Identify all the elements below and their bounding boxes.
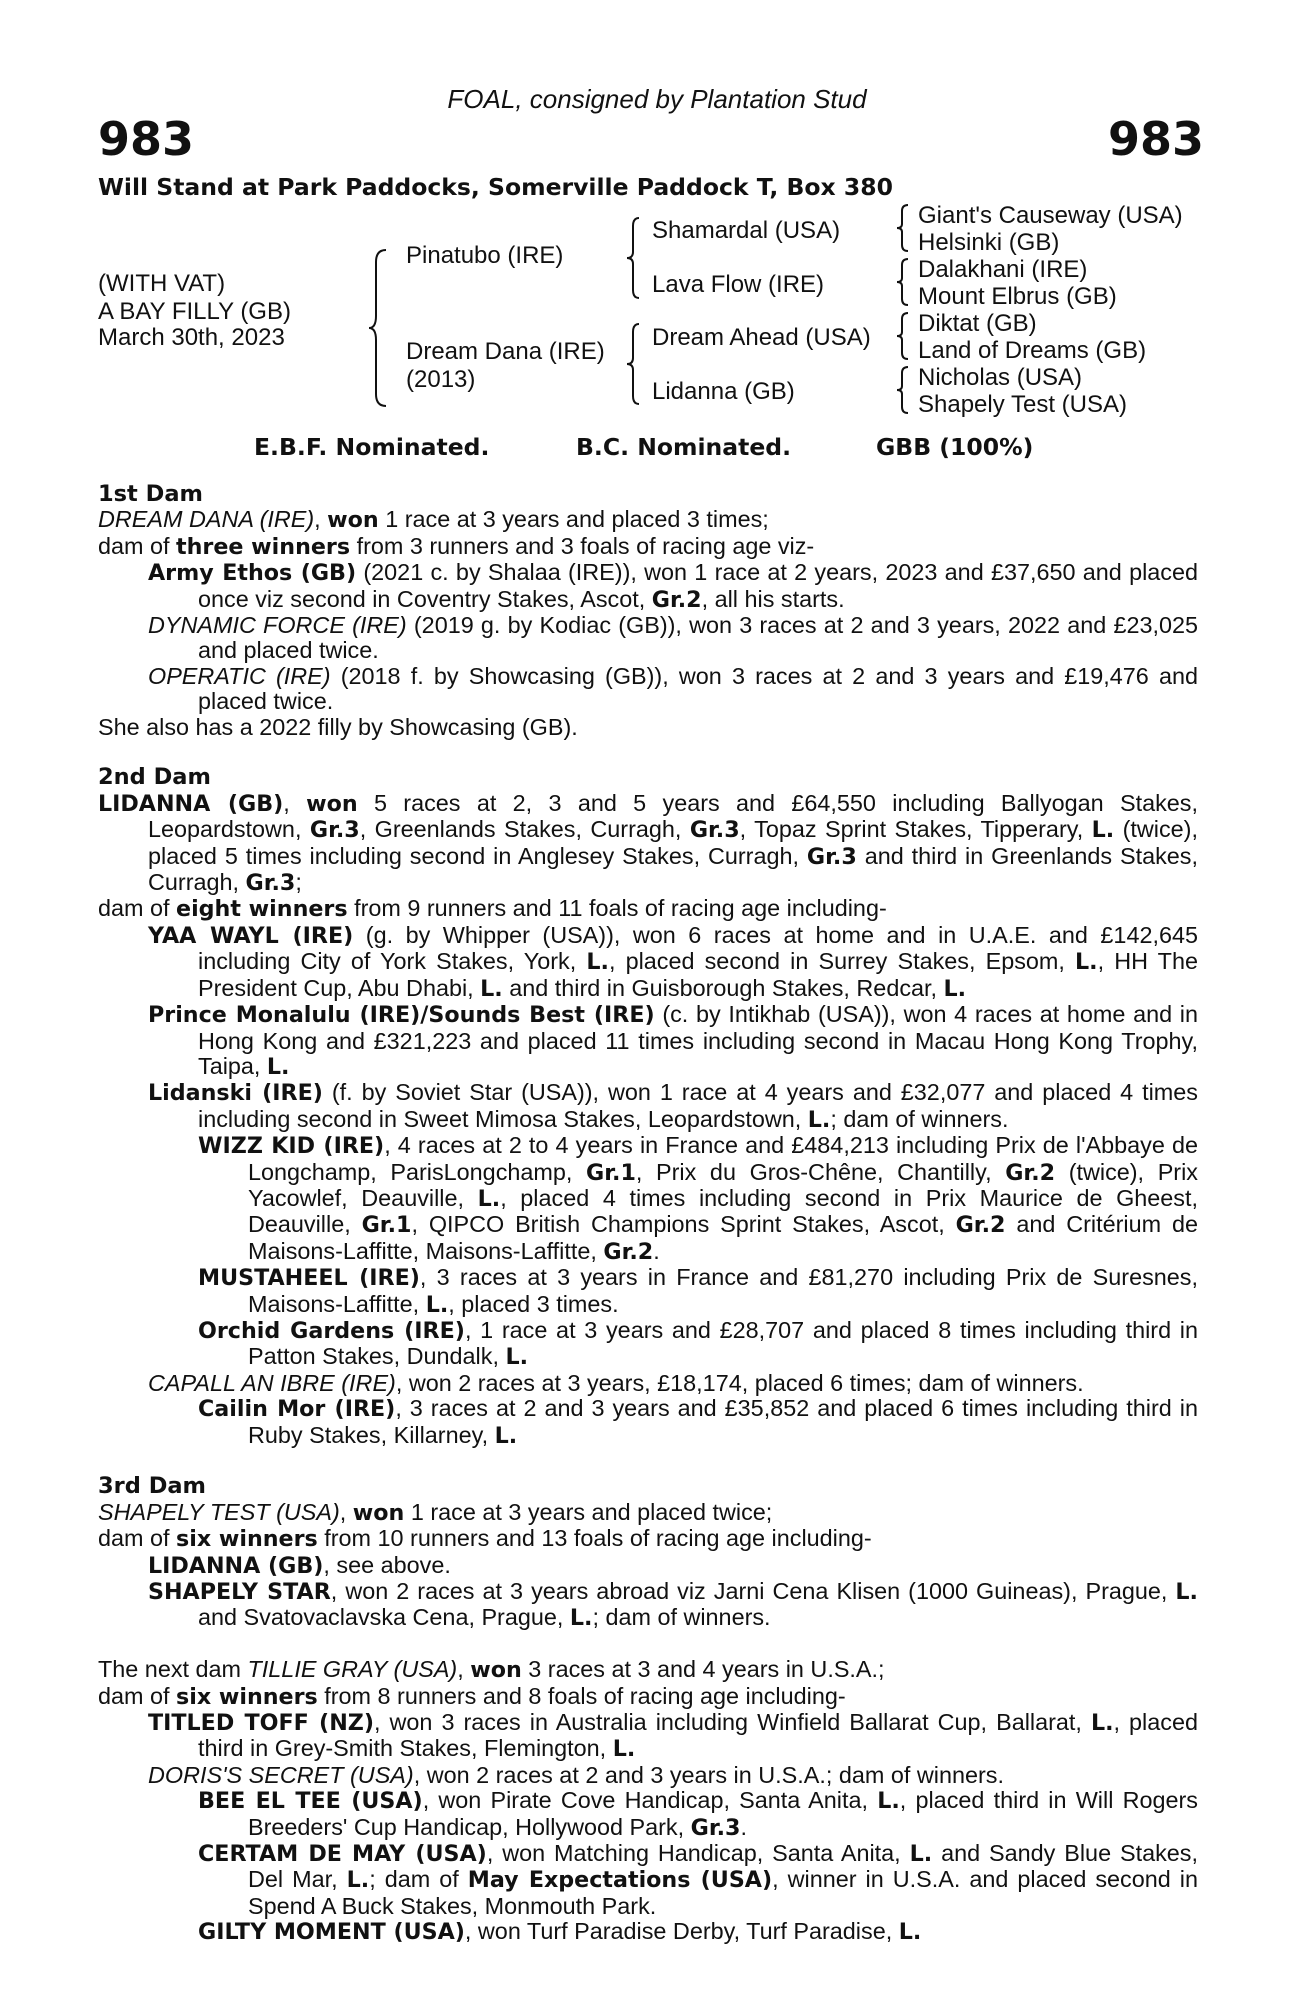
brace-dam [626,322,642,406]
brace-gen4 [896,257,910,307]
produce-entry [198,1919,1198,1945]
text-run: , 4 races at 2 to 4 years in France and £484,213 including Prix de l'Abbaye de Longchamp, ParisLongchamp, [248,1132,1198,1185]
bold-text: Gr.3 [245,870,296,897]
gbb-rating: GBB (100%) [876,433,1034,461]
text-run: ; dam of [369,1866,468,1893]
text-run: dam of [98,1525,177,1552]
produce-entry [148,613,1198,664]
bold-text: L. [477,1185,501,1212]
text-run: , won 2 races at 3 years abroad viz Jarni Cena Klisen (1000 Guineas), Prague, [330,1578,1176,1605]
text-run: dam of [98,532,177,559]
italic-text: OPERATIC (IRE) [148,662,331,689]
pedigree-gen4: Giant's Causeway (USA) [918,202,1183,229]
bold-text: eight winners [176,896,348,923]
text-run: (f. by Soviet Star (USA)), won 1 race at 4 years and £32,077 and placed 4 times including second in Sweet Mimosa Stakes, Leopardstown, [198,1079,1198,1132]
pedigree-gen4: Land of Dreams (GB) [918,337,1147,364]
text-run: from 10 runners and 13 foals of racing age including- [317,1525,872,1552]
text-run: , Topaz Sprint Stakes, Tipperary, [739,816,1092,843]
produce-entry [148,664,1198,715]
italic-text: CAPALL AN IBRE (IRE) [148,1369,396,1396]
pedigree-gen4: Helsinki (GB) [918,229,1060,256]
text-run: , placed second in Surrey Stakes, Epsom, [608,948,1076,975]
text-run: , won Matching Handicap, Santa Anita, [486,1840,910,1867]
bold-text: won [352,1499,405,1526]
bold-text: Gr.3 [309,817,360,844]
bold-text: L. [898,1919,922,1946]
bold-text: CERTAM DE MAY (USA) [198,1841,487,1868]
text-run: 1 race at 3 years and placed twice; [404,1498,773,1525]
text-run: (2019 g. by Kodiac (GB)), won 3 races at 2 and 3 years, 2022 and £23,025 and placed twice. [198,612,1198,664]
bold-text: L. [1075,949,1098,976]
text-run: ; [295,869,302,896]
pedigree-gen3: Dream Ahead (USA) [652,324,871,351]
text-run: , 3 races at 2 and 3 years and £35,852 and placed 6 times including third in Ruby Stakes, Killarney, [248,1395,1198,1448]
bold-text: L. [569,1605,593,1632]
text-run: She also has a 2022 filly by Showcasing (GB). [98,713,578,740]
text-run: (twice), placed 5 times including second in Anglesey Stakes, Curragh, [148,816,1198,869]
bold-text: Gr.2 [1005,1159,1056,1186]
produce-entry [198,1265,1198,1318]
bold-text: Gr.2 [651,586,702,613]
text-run: dam of [98,895,177,922]
bold-text: Gr.3 [806,843,857,870]
bold-text: L. [1175,1579,1198,1606]
text-run: 5 races at 2, 3 and 5 years and £64,550 including Ballyogan Stakes, Leopardstown, [148,789,1198,843]
brace-main [368,248,390,408]
text-run: , placed 4 times including second in Prix Maurice de Gheest, Deauville, [248,1184,1198,1238]
ebf-nomination: E.B.F. Nominated. [254,433,490,461]
bold-text: L. [494,1422,518,1449]
pedigree-gen4: Shapely Test (USA) [918,391,1127,418]
bold-text: Orchid Gardens (IRE) [198,1317,465,1344]
text-run: dam of [98,1682,177,1709]
text-run: ; dam of winners. [592,1604,771,1631]
text-run: , won Turf Paradise Derby, Turf Paradise, [464,1918,899,1945]
text-run: , placed third in Will Rogers Breeders' Cup Handicap, Hollywood Park, [248,1787,1198,1840]
dam-year: (2013) [406,366,476,393]
section-gap [98,740,1198,765]
text-run: , [283,789,307,816]
brace-gen4 [896,203,910,253]
bold-text: Gr.3 [690,1814,741,1841]
text-run: , won 2 races at 2 and 3 years in U.S.A.; dam of winners. [413,1761,1004,1788]
bold-text: Gr.1 [586,1159,636,1186]
bold-text: Gr.3 [689,817,740,844]
horse-name: A BAY FILLY (GB) [98,298,291,325]
text-run: and Svatovaclavska Cena, Prague, [198,1604,570,1631]
produce-entry [198,1133,1198,1265]
vat-note: (WITH VAT) [98,270,226,297]
text-run: ; dam of winners. [830,1105,1009,1132]
pedigree-gen3: Lidanna (GB) [652,378,795,405]
bold-text: won [327,507,379,534]
text-run: (2021 c. by Shalaa (IRE)), won 1 race at 2 years, 2023 and £37,650 and placed once viz second in Coventry Stakes, Ascot, [198,559,1199,612]
text-run: , all his starts. [701,585,845,612]
text-run: The next dam [98,1656,248,1683]
bold-text: Gr.2 [603,1238,654,1265]
bold-text: TITLED TOFF (NZ) [148,1710,374,1737]
bold-text: six winners [176,1526,318,1553]
dam-section-heading: 1st Dam [98,481,203,507]
bold-text: L. [266,1053,290,1080]
record-line [98,1657,1198,1683]
bold-text: May Expectations (USA) [467,1867,773,1894]
bold-text: Prince Monalulu (IRE)/Sounds Best (IRE) [148,1002,655,1029]
text-run: , placed third in Grey-Smith Stakes, Flemington, [198,1709,1198,1762]
brace-sire [626,216,642,300]
section-gap [98,1449,1198,1474]
text-run: and Critérium de Maisons-Laffitte, Maisons-Laffitte, [248,1211,1198,1264]
bold-text: L. [425,1291,449,1318]
text-run: , placed 3 times. [448,1290,619,1317]
bold-text: L. [877,1788,900,1815]
text-run: (twice), Prix Yacowlef, Deauville, [248,1158,1198,1211]
text-run: , [339,1498,353,1525]
stand-location: Will Stand at Park Paddocks, Somerville Paddock T, Box 380 [98,173,893,201]
produce-entry [148,1080,1198,1133]
text-run: from 3 runners and 3 foals of racing age viz- [350,532,815,559]
text-run: and third in Greenlands Stakes, Curragh, [148,842,1198,896]
produce-entry [148,560,1198,613]
bold-text: Gr.2 [955,1212,1006,1239]
bold-text: YAA WAYL (IRE) [148,922,354,949]
bold-text: L. [1090,1710,1114,1737]
consignor-line: FOAL, consigned by Plantation Stud [447,84,867,114]
record-line [98,715,1198,740]
text-run: 1 race at 3 years and placed 3 times; [378,506,769,533]
text-run: , Prix du Gros-Chêne, Chantilly, [635,1158,1006,1185]
pedigree-gen4: Diktat (GB) [918,310,1037,337]
text-run: from 9 runners and 11 foals of racing age including- [347,895,887,922]
text-run: , 3 races at 3 years in France and £81,270 including Prix de Suresnes, Maisons-Laffitte, [248,1264,1198,1317]
produce-entry [148,1763,1198,1788]
pedigree-gen4: Nicholas (USA) [918,364,1083,391]
bold-text: L. [612,1736,636,1763]
text-run: , [314,506,328,533]
text-run: from 8 runners and 8 foals of racing age including- [317,1682,846,1709]
foaling-date: March 30th, 2023 [98,324,285,351]
italic-text: SHAPELY TEST (USA) [98,1498,340,1525]
dam-section-heading: 3rd Dam [98,1473,206,1500]
produce-entry [148,1710,1198,1763]
bc-nomination: B.C. Nominated. [576,433,792,461]
text-run: , QIPCO British Champions Sprint Stakes, Ascot, [411,1211,956,1238]
bold-text: GILTY MOMENT (USA) [198,1919,465,1946]
sire-name: Pinatubo (IRE) [406,242,564,269]
bold-text: L. [807,1106,831,1133]
produce-entry [148,923,1198,1002]
bold-text: Lidanski (IRE) [148,1080,323,1107]
pedigree-gen4: Mount Elbrus (GB) [918,283,1117,310]
text-run: (2018 f. by Showcasing (GB)), won 3 races at 2 and 3 years and £19,476 and placed twice. [198,662,1198,715]
pedigree-gen3: Shamardal (USA) [652,217,841,244]
bold-text: Cailin Mor (IRE) [198,1396,396,1423]
record-line [98,507,1198,533]
bold-text: L. [943,975,967,1002]
text-run: 3 races at 3 and 4 years in U.S.A.; [521,1656,885,1683]
text-run: and third in Guisborough Stakes, Redcar, [502,974,944,1001]
bold-text: SHAPELY STAR [148,1579,331,1606]
produce-entry [198,1841,1198,1919]
bold-text: L. [1091,817,1115,844]
record-line [98,896,1198,922]
brace-gen4 [896,365,910,415]
pedigree-gen3: Lava Flow (IRE) [652,271,825,298]
bold-text: six winners [176,1683,318,1710]
produce-entry [198,1396,1198,1449]
text-run: (c. by Intikhab (USA)), won 4 races at home and in Hong Kong and £321,223 and placed 11 times including second in Macau Hong Kong Trophy, Taipa, [198,1001,1198,1079]
record-line [98,534,1198,560]
bold-text: Army Ethos (GB) [148,560,357,587]
italic-text: DORIS'S SECRET (USA) [148,1761,414,1788]
bold-text: WIZZ KID (IRE) [198,1133,385,1160]
section-gap [98,1632,1198,1657]
pedigree-gen4: Dalakhani (IRE) [918,256,1088,283]
dam-record [98,791,1198,897]
text-run: , won Pirate Cove Handicap, Santa Anita, [422,1787,878,1814]
text-run: , winner in U.S.A. and placed second in Spend A Buck Stakes, Monmouth Park. [248,1866,1198,1919]
lot-number-right: 983 [1107,112,1204,166]
record-line [98,1684,1198,1710]
brace-gen4 [896,311,910,361]
catalogue-page-body [98,482,1198,1946]
italic-text: DREAM DANA (IRE) [98,506,315,533]
bold-text: L. [909,1841,933,1868]
text-run: , [457,1656,471,1683]
text-run: . [653,1237,660,1264]
bold-text: Gr.1 [361,1212,412,1239]
bold-text: won [470,1657,522,1684]
bold-text: LIDANNA (GB) [98,790,284,817]
italic-text: TILLIE GRAY (USA) [247,1656,458,1683]
text-run: , 1 race at 3 years and £28,707 and placed 8 times including third in Patton Stakes, Dundalk, [248,1316,1198,1370]
record-line [98,1500,1198,1526]
italic-text: DYNAMIC FORCE (IRE) [148,612,407,639]
bold-text: MUSTAHEEL (IRE) [198,1265,420,1292]
bold-text: L. [505,1344,529,1371]
bold-text: three winners [176,533,351,560]
text-run: (g. by Whipper (USA)), won 6 races at home and in U.A.E. and £142,645 including City of York Stakes, York, [198,921,1198,975]
text-run: , HH The President Cup, Abu Dhabi, [198,948,1198,1001]
lot-number-left: 983 [98,112,195,166]
produce-entry [198,1788,1198,1841]
text-run: , won 2 races at 3 years, £18,174, placed 6 times; dam of winners. [395,1369,1084,1396]
bold-text: LIDANNA (GB) [148,1552,324,1579]
record-line [98,1526,1198,1552]
dam-name: Dream Dana (IRE) [406,338,605,365]
text-run: , Greenlands Stakes, Curragh, [359,816,690,843]
bold-text: BEE EL TEE (USA) [198,1788,423,1815]
bold-text: L. [480,975,503,1002]
bold-text: L. [346,1867,370,1894]
produce-entry [148,1553,1198,1579]
text-run: , won 3 races in Australia including Winfield Ballarat Cup, Ballarat, [374,1709,1091,1736]
produce-entry [198,1318,1198,1371]
text-run: . [740,1813,747,1840]
dam-section-heading: 2nd Dam [98,764,211,791]
bold-text: won [306,790,358,817]
produce-entry [148,1002,1198,1080]
text-run: , see above. [323,1551,451,1578]
produce-entry [148,1579,1198,1632]
text-run: and Sandy Blue Stakes, Del Mar, [248,1840,1198,1893]
produce-entry [148,1371,1198,1396]
bold-text: L. [586,949,609,976]
